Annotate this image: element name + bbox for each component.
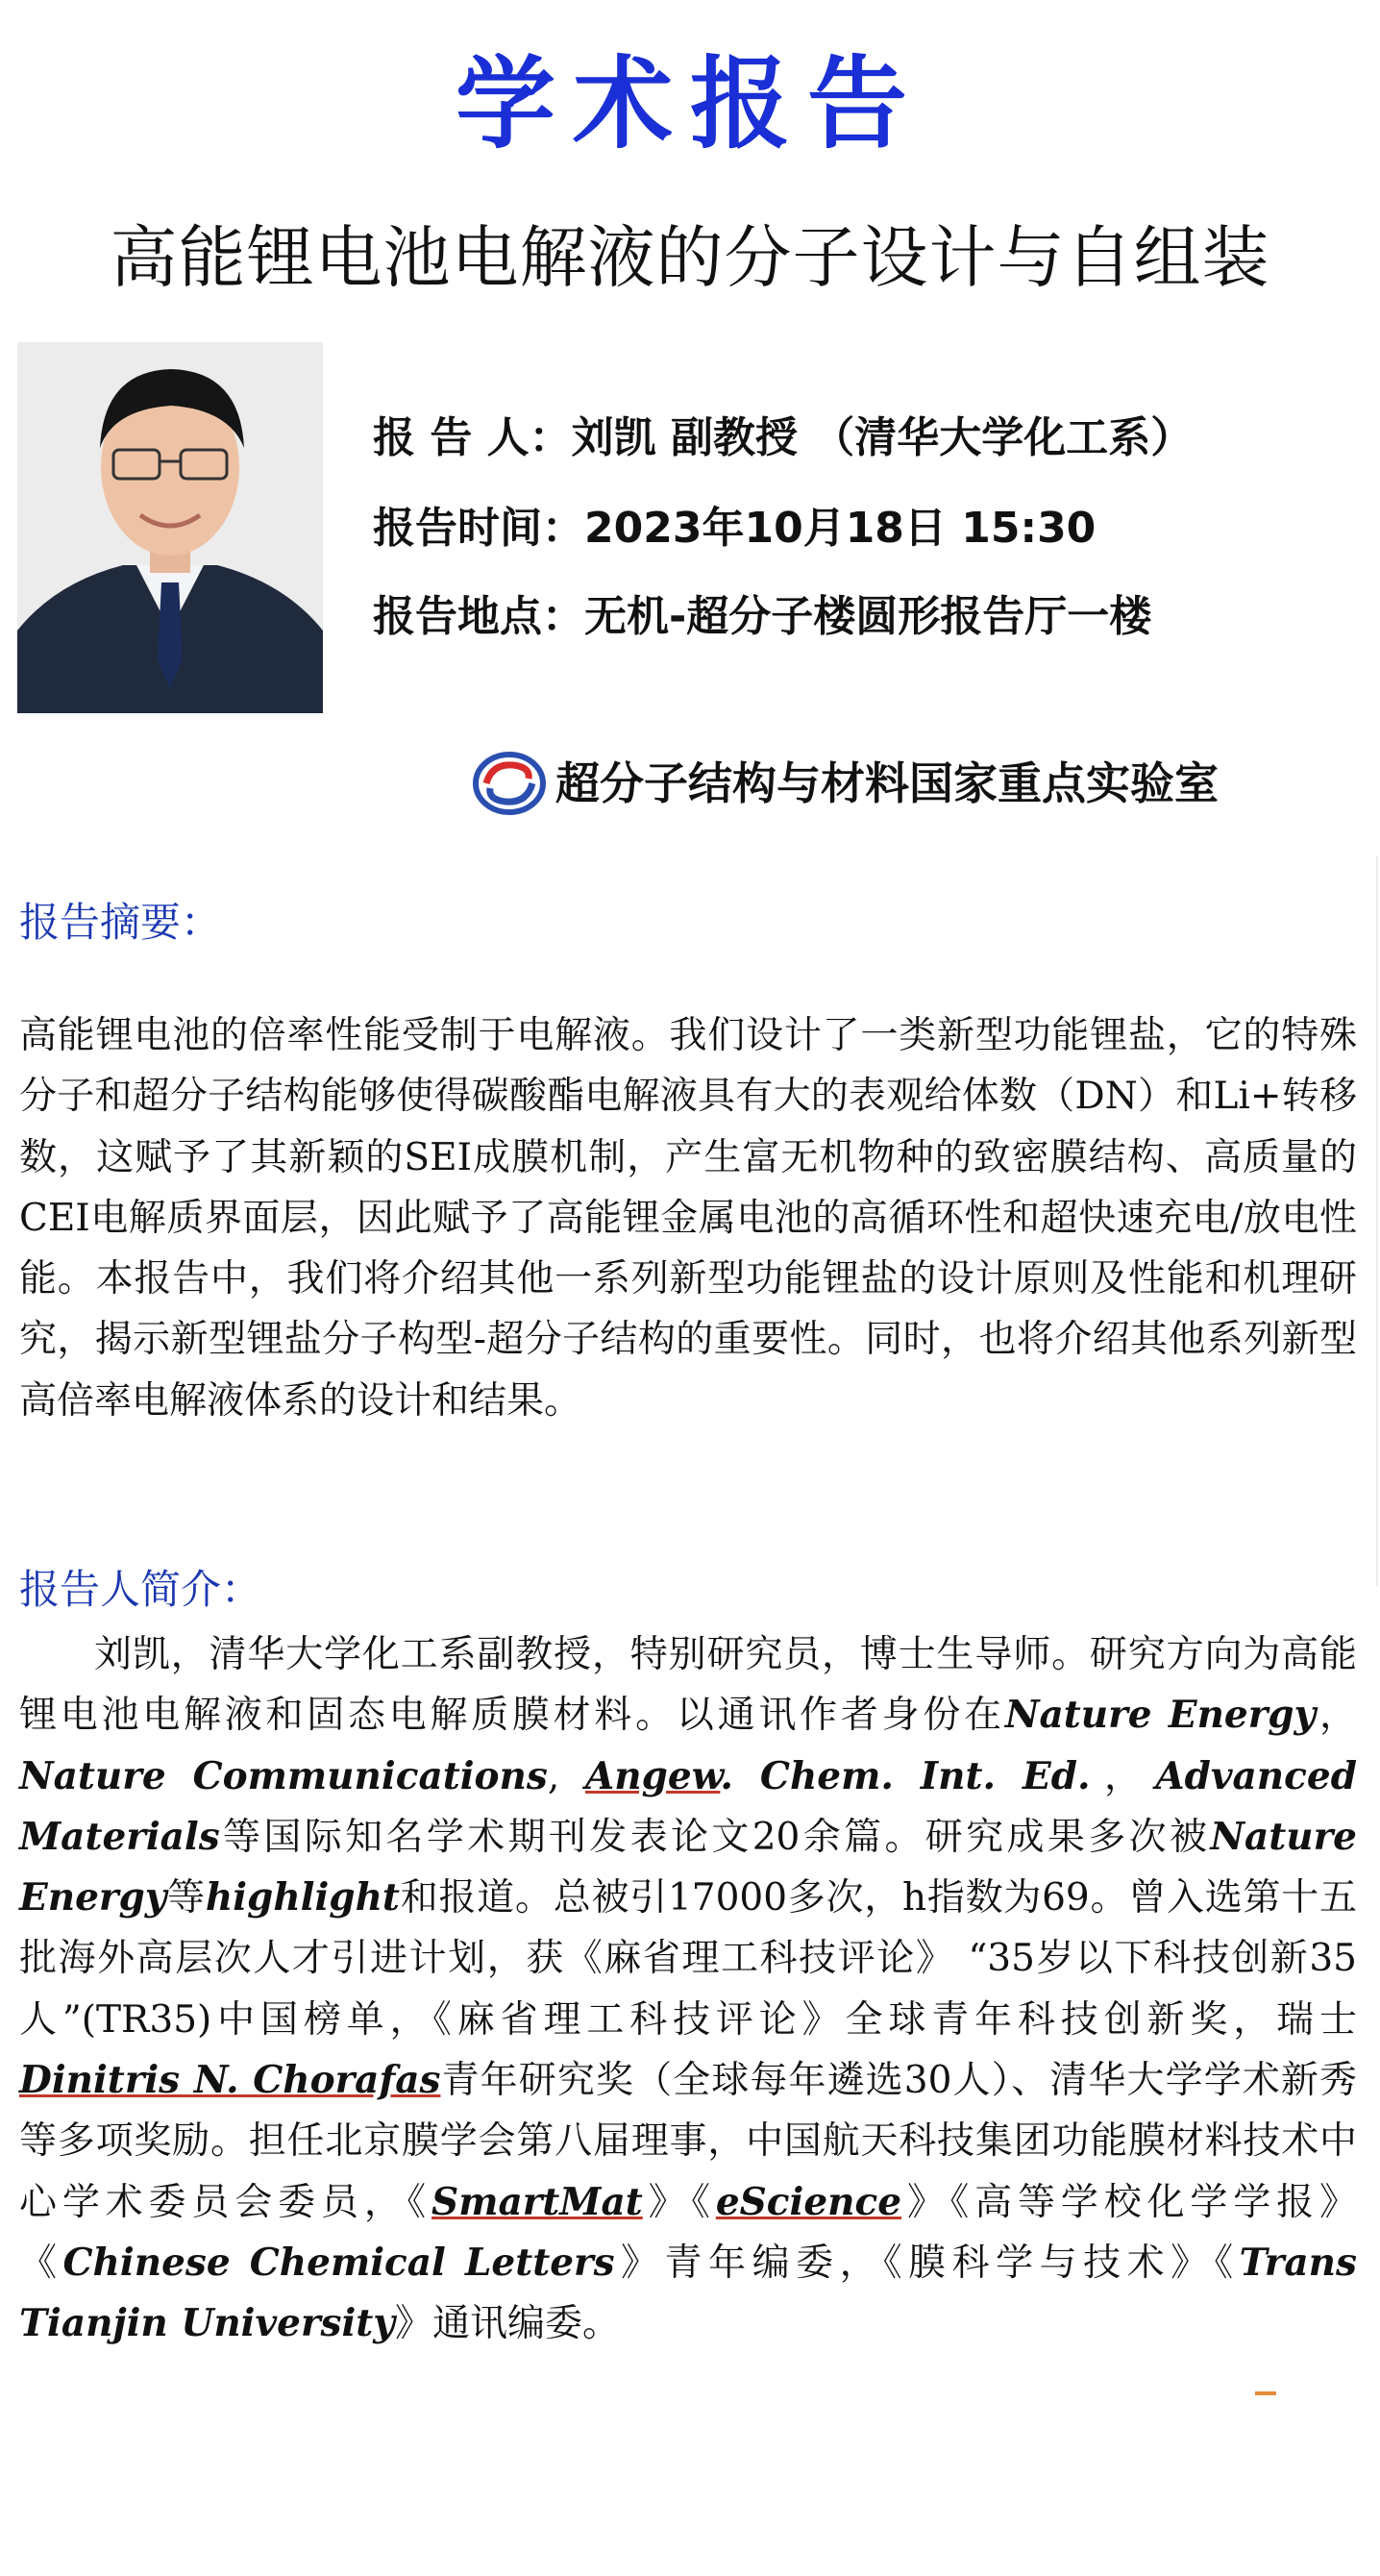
bio-paragraph [19, 1624, 1357, 2355]
talk-title: 高能锂电池电解液的分子设计与自组装 [110, 218, 1270, 297]
journal-advanced-materials: Advanced Materials [19, 1753, 1357, 1859]
bio-text-10: 》《高等学校化学学报》《 [19, 2180, 1357, 2285]
highlight-word: highlight [205, 1875, 400, 1920]
award-name: Dinitris N. Chorafas [19, 2058, 441, 2103]
lab-logo-icon [473, 752, 546, 815]
journal-nature-energy: Nature Energy [1004, 1693, 1317, 1738]
decorative-mark [1255, 2391, 1276, 2395]
bio-text-8: 青年研究奖（全球每年遴选30人）、清华大学学术新秀等多项奖励。担任北京膜学会第八届理事，中国航天科技集团功能膜材料技术中心学术委员会委员，《 [19, 2059, 1357, 2224]
bio-heading: 报告人简介： [19, 1566, 262, 1613]
bio-text-4: ， [1090, 1754, 1156, 1798]
place-row [373, 588, 1151, 646]
bio-text-7: 和报道。总被引17000多次，h指数为69。曾入选第十五批海外高层次人才引进计划，获《麻省理工科技评论》 “35岁以下科技创新35人”(TR35)中国榜单，《麻省理工科技评论》全球青年科技创新奖，瑞士 [19, 1876, 1357, 2042]
divider [1376, 855, 1378, 1586]
time-row [373, 500, 1096, 557]
place-value: 无机-超分子楼圆形报告厅一楼 [584, 592, 1152, 641]
speaker-photo [17, 342, 323, 713]
bio-text-3: , [547, 1754, 586, 1798]
abstract-paragraph: 高能锂电池的倍率性能受制于电解液。我们设计了一类新型功能锂盐，它的特殊分子和超分子结构能够使得碳酸酯电解液具有大的表观给体数（DN）和Li+转移数，这赋予了其新颖的SEI成膜机制，产生富无机物种的致密膜结构、高质量的CEI电解质界面层，因此赋予了高能锂金属电池的高循环性和超快速充电/放电性能。本报告中，我们将介绍其他一系列新型功能锂盐的设计原则及性能和机理研究，揭示新型锂盐分子构型-超分子结构的重要性。同时，也将介绍其他系列新型高倍率电解液体系的设计和结果。 [19, 1014, 1357, 1423]
bio-text-2: ， [1316, 1694, 1357, 1738]
journal-escience: eScience [715, 2179, 902, 2224]
bio-text-6: 等 [166, 1876, 206, 1920]
bio-text [19, 1624, 1357, 2355]
speaker-label: 报 告 人： [373, 413, 572, 462]
journal-nature-energy-2: Nature Energy [19, 1814, 1357, 1920]
abstract-text [19, 1005, 1357, 1431]
journal-nature-communications: Nature Communications [19, 1753, 548, 1798]
time-value: 2023年10月18日 15:30 [584, 504, 1097, 553]
place-label: 报告地点： [373, 592, 584, 641]
poster-title: 学术报告 [455, 45, 924, 162]
journal-chem-int-ed: . Chem. Int. Ed. [720, 1753, 1091, 1798]
lab-name: 超分子结构与材料国家重点实验室 [555, 757, 1219, 809]
speaker-portrait-illustration [17, 342, 323, 713]
journal-trans-tianjin: Trans Tianjin University [19, 2240, 1357, 2346]
bio-text-1: 刘凯，清华大学化工系副教授，特别研究员，博士生导师。研究方向为高能锂电池电解液和固态电解质膜材料。以通讯作者身份在 [19, 1633, 1357, 1738]
journal-chinese-chemical-letters: Chinese Chemical Letters [62, 2240, 615, 2285]
journal-angew: Angew [585, 1753, 721, 1798]
speaker-value: 刘凯 副教授 （清华大学化工系） [571, 413, 1194, 462]
bio-text-9: 》《 [642, 2180, 716, 2224]
bio-text-5: 等国际知名学术期刊发表论文20余篇。研究成果多次被 [219, 1815, 1211, 1859]
bio-text-12: 》通讯编委。 [394, 2302, 620, 2346]
abstract-heading: 报告摘要： [19, 899, 222, 946]
journal-smartmat: SmartMat [431, 2179, 643, 2224]
speaker-row [373, 409, 1193, 467]
bio-text-11: 》青年编委，《膜科学与技术》《 [614, 2241, 1240, 2285]
time-label: 报告时间： [373, 504, 584, 553]
